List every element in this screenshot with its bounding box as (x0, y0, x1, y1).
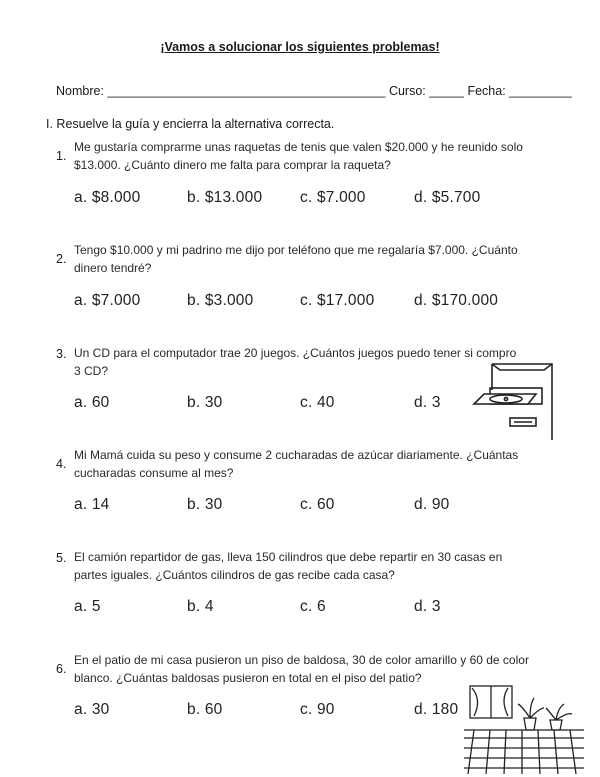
option-c[interactable]: c. 40 (300, 394, 335, 411)
question-text (74, 446, 544, 482)
question-text-line: Mi Mamá cuida su peso y consume 2 cucharadas de azúcar diariamente. ¿Cuántas (74, 448, 519, 462)
patio-tiles-illustration (464, 682, 584, 774)
option-b[interactable]: b. 30 (187, 496, 223, 513)
student-info-line[interactable]: Nombre: ________________________________________ Curso: _____ Fecha: _________ (56, 84, 572, 98)
question-2 (0, 241, 600, 336)
option-a[interactable]: a. 14 (74, 496, 110, 513)
instruction: I. Resuelve la guía y encierra la alternativa correcta. (46, 117, 335, 131)
question-number: 1. (56, 149, 67, 163)
option-c[interactable]: c. 90 (300, 701, 335, 718)
option-a[interactable]: a. 60 (74, 394, 110, 411)
option-d[interactable]: d. 3 (414, 394, 441, 411)
computer-cd-drive-illustration (470, 360, 560, 444)
tower-side (492, 364, 552, 370)
question-number: 6. (56, 662, 67, 676)
question-text (74, 548, 544, 584)
floor-tiles (464, 730, 584, 774)
question-number: 2. (56, 252, 67, 266)
question-text (74, 241, 544, 277)
option-b[interactable]: b. $3.000 (187, 292, 254, 309)
question-number: 3. (56, 347, 67, 361)
option-c[interactable]: c. 6 (300, 598, 326, 615)
option-a[interactable]: a. $8.000 (74, 189, 141, 206)
question-5 (0, 548, 600, 643)
question-number: 5. (56, 551, 67, 565)
question-text-line: partes iguales. ¿Cuántos cilindros de gas recibe cada casa? (74, 568, 395, 582)
question-text-line: El camión repartidor de gas, lleva 150 cilindros que debe repartir en 30 casas en (74, 550, 503, 564)
plant-1 (518, 698, 544, 730)
question-number: 4. (56, 457, 67, 471)
option-b[interactable]: b. 4 (187, 598, 214, 615)
option-d[interactable]: d. 180 (414, 701, 459, 718)
question-text-line: Un CD para el computador trae 20 juegos. ¿Cuántos juegos puedo tener si compro (74, 346, 517, 360)
question-1 (0, 138, 600, 233)
option-d[interactable]: d. 90 (414, 496, 450, 513)
question-text-line: Me gustaría comprarme unas raquetas de tenis que valen $20.000 y he reunido solo (74, 140, 523, 154)
option-a[interactable]: a. 30 (74, 701, 110, 718)
option-c[interactable]: c. $7.000 (300, 189, 366, 206)
curtain (472, 688, 508, 716)
page-title: ¡Vamos a solucionar los siguientes problemas! (160, 40, 440, 54)
question-text (74, 138, 544, 174)
option-a[interactable]: a. 5 (74, 598, 101, 615)
question-text-line: blanco. ¿Cuántas baldosas pusieron en total en el piso del patio? (74, 671, 422, 685)
question-text-line: Tengo $10.000 y mi padrino me dijo por teléfono que me regalaría $7.000. ¿Cuánto (74, 243, 518, 257)
option-d[interactable]: d. $5.700 (414, 189, 481, 206)
plant-2 (546, 704, 572, 730)
option-d[interactable]: d. 3 (414, 598, 441, 615)
question-text-line: En el patio de mi casa pusieron un piso de baldosa, 30 de color amarillo y 60 de color (74, 653, 529, 667)
option-a[interactable]: a. $7.000 (74, 292, 141, 309)
question-text-line: $13.000. ¿Cuánto dinero me falta para comprar la raqueta? (74, 158, 391, 172)
option-b[interactable]: b. $13.000 (187, 189, 263, 206)
option-d[interactable]: d. $170.000 (414, 292, 499, 309)
option-b[interactable]: b. 60 (187, 701, 223, 718)
question-text-line: 3 CD? (74, 364, 109, 378)
option-c[interactable]: c. 60 (300, 496, 335, 513)
question-text-line: cucharadas consume al mes? (74, 466, 234, 480)
question-text-line: dinero tendré? (74, 261, 152, 275)
option-c[interactable]: c. $17.000 (300, 292, 375, 309)
option-b[interactable]: b. 30 (187, 394, 223, 411)
question-4 (0, 446, 600, 541)
